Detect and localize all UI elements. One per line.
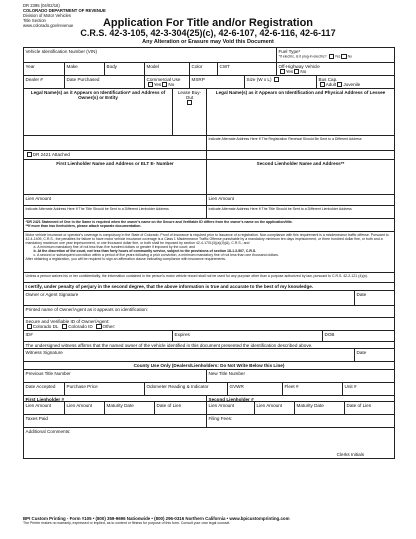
other-id-checkbox[interactable]	[96, 324, 101, 329]
privacy-row	[23, 272, 395, 282]
first-lh-date-label: Date of Lien	[156, 402, 182, 408]
vin-row	[23, 47, 395, 62]
off-highway-field[interactable]	[277, 63, 395, 75]
owner-signature-label: Owner or Agent Signature	[25, 291, 79, 297]
form-title: Application For Title and/or Registration	[102, 17, 314, 29]
cwt-field[interactable]	[218, 63, 277, 75]
second-lh-amount-label-2: Lien Amount	[256, 402, 283, 408]
model-label: Model	[146, 63, 160, 69]
footer	[23, 516, 395, 525]
second-lh-date-label: Date of Lien	[346, 402, 372, 408]
commercial-yes-checkbox[interactable]	[148, 82, 153, 87]
division-name: Division of Motor Vehicles	[23, 13, 71, 18]
juvenile-checkbox[interactable]	[337, 82, 342, 87]
county-use-header: County Use Only (Dealers/Lienholders: Do Not Write Below this Line)	[23, 362, 395, 369]
size-label: Size (W x L)	[246, 76, 272, 82]
printer-credit: BPI Custom Printing - Form #105 • (800) 359-9696 Nationwide • (800) 296-0316 Northern California • www.bpicustomprinting.com	[23, 516, 290, 521]
new-title-field[interactable]	[207, 370, 395, 382]
fleet-field[interactable]	[283, 383, 343, 395]
second-lh-amount-field[interactable]	[255, 402, 295, 414]
colorado-id-checkbox[interactable]	[62, 324, 67, 329]
lease-buyout-label: Lease Buy-Out	[177, 89, 202, 100]
dr2421-row	[23, 150, 395, 159]
plugin-no-checkbox[interactable]	[341, 54, 346, 59]
previous-title-field[interactable]	[23, 370, 207, 382]
witness-date-label: Date	[356, 349, 367, 355]
purchase-price-label: Purchase Price	[66, 383, 98, 389]
second-lienholder-label: Second Lienholder Name and Address**	[256, 160, 345, 166]
unit-field[interactable]	[343, 383, 395, 395]
fleet-label: Fleet #	[284, 383, 299, 389]
adult-label: Adult	[325, 81, 337, 87]
fuel-type-field[interactable]	[277, 48, 395, 62]
msrp-label: MSRP	[191, 76, 205, 82]
lh-details-row	[23, 401, 395, 414]
second-title-alt-address-field[interactable]	[207, 206, 395, 218]
dealer-field[interactable]	[23, 76, 65, 88]
signature-row	[23, 290, 395, 305]
offhwy-no-label: No	[300, 68, 307, 74]
county-details-row	[23, 382, 395, 395]
secure-id-label: Secure and Verifiable ID of Owner/Agent:	[25, 318, 110, 324]
dr2421-note: *DR 2421 Statement of One in the Same is required when the owner's name on the Secure and Verifiable ID differs from the owner's name on the application/title.	[25, 220, 293, 224]
plugin-no-label: No	[347, 54, 353, 59]
owner-name-field[interactable]	[23, 89, 173, 135]
year-label: Year	[25, 63, 35, 69]
insurance-notice	[23, 232, 395, 272]
printer-disclaimer: The Printer makes no warranty, expressed or implied, as to content or fitness for purpose of this form. Consult your own legal counsel.	[23, 521, 231, 525]
plugin-yes-checkbox[interactable]	[329, 54, 334, 59]
off-highway-label: Off-Highway Vehicle	[278, 63, 320, 69]
date-accepted-label: Date Accepted	[25, 383, 56, 389]
lessee-name-field[interactable]	[207, 89, 395, 135]
dealer-label: Dealer #	[25, 76, 43, 82]
commercial-yes-label: Yes	[153, 81, 162, 87]
make-label: Make	[66, 63, 78, 69]
notes-block	[23, 219, 395, 231]
gvwr-label: GVWR	[229, 383, 244, 389]
size-checkbox[interactable]	[274, 77, 279, 82]
insurance-affirmation: After obtaining a registration, you will be required to sign an affirmation clause indicating compliance with insurance requirements.	[25, 257, 227, 261]
section-name: Title Section	[23, 18, 46, 23]
clerks-initials-label: Clerks Initials	[336, 451, 364, 457]
id-details-row	[23, 330, 395, 341]
first-lienholder-field[interactable]	[23, 160, 207, 194]
privacy-notice: Unless a person waives his or her confidentiality, the information contained in the person's motor vehicle record shall not be used for any purpose other than a purpose authorized by law, pursuant to C.R.S. 42-2-121 (4)(a).	[23, 273, 395, 282]
odometer-field[interactable]	[145, 383, 228, 395]
id-expires-field[interactable]	[173, 331, 323, 341]
date-purchased-label: Date Purchased	[66, 76, 100, 82]
statutes: C.R.S. 42-3-105, 42-3-304(25)(c), 42-6-107, 42-6-116, 42-6-117	[80, 28, 336, 38]
perjury-statement: I certify, under penalty of perjury in the second degree, that the above information is true and accurate to the best of my knowledge.	[23, 283, 395, 290]
secure-id-row	[23, 317, 395, 330]
vin-field[interactable]	[23, 48, 277, 62]
second-lh-maturity-label: Maturity Date	[296, 402, 324, 408]
commercial-use-field[interactable]	[145, 76, 190, 88]
adult-checkbox[interactable]	[320, 82, 325, 87]
id-expires-label: Expires	[174, 331, 190, 337]
insurance-row	[23, 231, 395, 272]
form-code: DR 2395 (04/02/16)	[23, 3, 60, 8]
previous-title-label: Previous Title Number	[25, 370, 71, 376]
purchase-price-field[interactable]	[65, 383, 145, 395]
first-lien-amount-field[interactable]	[23, 195, 207, 205]
juvenile-label: Juvenile	[343, 81, 361, 87]
taxes-paid-field[interactable]	[23, 415, 207, 427]
witness-affirmation: The undersigned witness affirms that the named owner of the vehicle identified in this document presented the identification described above.	[23, 342, 395, 348]
website: www.colorado.gov/revenue	[23, 23, 74, 28]
first-lienholder-label: First Lienholder Name and Address or ELT E- Number	[56, 160, 174, 166]
first-lh-amount-label-2: Lien Amount	[66, 402, 93, 408]
printed-name-label: Printed name of Owner/Agent as it appears on identification:	[25, 306, 149, 312]
secure-id-field	[23, 318, 395, 330]
id-number-label: ID#	[25, 331, 33, 337]
second-lien-amount-label: Lien Amount	[208, 195, 235, 201]
model-field[interactable]	[145, 63, 190, 75]
color-label: Color	[191, 63, 203, 69]
second-lh-header: Second Lienholder #	[207, 396, 395, 401]
county-header-row	[23, 361, 395, 369]
title-alt-address-row	[23, 205, 395, 218]
printed-name-field[interactable]	[23, 306, 395, 317]
first-lh-header: First Lienholder #	[23, 396, 207, 401]
body-field[interactable]	[105, 63, 145, 75]
second-title-alt-address-label: Indicate Alternate Address Here If The Title Should be Sent to a Different Lienholder Address	[208, 206, 352, 211]
signature-date-field[interactable]	[355, 291, 395, 305]
second-lh-number-field[interactable]	[207, 402, 255, 414]
alteration-warning: Any Alteration or Erasure may Void this Document	[142, 39, 274, 45]
size-field[interactable]	[245, 76, 317, 88]
first-title-alt-address-field[interactable]	[23, 206, 207, 218]
printed-name-row	[23, 305, 395, 317]
offhwy-yes-checkbox[interactable]	[280, 69, 285, 74]
insurance-item-c: c. A second or subsequent conviction within a period of five years following a prior conviction, a minimum mandatory fine of not less than one thousand dollars.	[33, 253, 279, 257]
other-id-label: Other:	[102, 323, 116, 329]
witness-signature-field[interactable]	[23, 349, 355, 361]
department-name: COLORADO DEPARTMENT OF REVENUE	[23, 8, 106, 13]
additional-comments-label: Additional Comments:	[25, 428, 71, 434]
first-lien-amount-label: Lien Amount	[25, 195, 52, 201]
vehicle-row	[23, 62, 395, 75]
taxes-paid-label: Taxes Paid	[25, 415, 48, 421]
additional-comments-field[interactable]	[23, 428, 395, 458]
first-lh-amount-field[interactable]	[65, 402, 105, 414]
lienholder-row	[23, 159, 395, 194]
second-lien-amount-field[interactable]	[207, 195, 395, 205]
lessee-extra-field[interactable]	[207, 151, 395, 159]
renewal-address-row	[23, 135, 395, 150]
id-number-field[interactable]	[23, 331, 173, 341]
witness-row	[23, 348, 395, 361]
plugin-yes-label: Yes	[334, 54, 341, 59]
witness-date-field[interactable]	[355, 349, 395, 361]
owner-address-field[interactable]	[23, 136, 207, 150]
filing-fees-field[interactable]	[207, 415, 395, 427]
insurance-item-b: b. At the discretion of the court, not less than forty hours of community service, subject to the provisions of section 18-1.3-507, C.R.S.	[33, 249, 257, 253]
lien-amount-row	[23, 194, 395, 205]
fees-row	[23, 414, 395, 427]
make-field[interactable]	[65, 63, 105, 75]
insurance-text: Motor vehicle insurance or operator's coverage is compulsory in the State of Colorado. Proof of insurance is required prior to issuance of a registration. Non-compliance with this requirement is a misdemeanor traffic offense. Pursuant to 42-4-1409, C.R.S., the penalties for failure to have motor vehicle insurance coverage is a Class 1 Misdemeanor Traffic Offense punishable by a mandatory minimum ten days imprisonment, or three hundred dollar fine, or both and a mandatory maximum one year imprisonment, or one thousand dollar fine, or both shall be imposed by section 42-4-1701(3)(a)(II)(A), C.R.S.; and	[25, 233, 389, 245]
lease-buyout-checkbox[interactable]	[187, 100, 192, 105]
second-lh-maturity-field[interactable]	[295, 402, 345, 414]
colorado-dl-checkbox[interactable]	[27, 324, 32, 329]
witness-signature-label: Witness Signature	[25, 349, 63, 355]
vin-label: Vehicle Identification Number (VIN)	[25, 48, 97, 54]
unit-label: Unit #	[344, 383, 357, 389]
commercial-use-label: Commercial Use	[146, 76, 181, 82]
owner-name-label: Legal Name(s) as it Appears on Identification* and Address of Owner(s) or Entity	[30, 89, 166, 100]
color-field[interactable]	[190, 63, 218, 75]
dob-label: DOB	[324, 331, 335, 337]
second-lh-date-field[interactable]	[345, 402, 395, 414]
comments-row	[23, 427, 395, 459]
commercial-no-label: No	[168, 81, 175, 87]
dr2421-field[interactable]	[23, 151, 207, 159]
lease-buyout-field[interactable]	[173, 89, 207, 135]
lessee-name-label: Legal Name(s) as it Appears on Identification and Physical Address of Lessee	[215, 89, 386, 95]
second-lh-amount-label: Lien Amount	[208, 402, 235, 408]
first-lh-maturity-label: Maturity Date	[106, 402, 134, 408]
commercial-no-checkbox[interactable]	[162, 82, 167, 87]
date-purchased-field[interactable]	[65, 76, 145, 88]
colorado-id-label: Colorado ID	[68, 323, 93, 329]
lh-header-row	[23, 395, 395, 401]
first-title-alt-address-label: Indicate Alternate Address Here If The Title Should be Sent to a Different Lienholder Address	[25, 206, 169, 211]
witness-affirm-row	[23, 341, 395, 348]
new-title-label: New Title Number	[208, 370, 246, 376]
fuel-type-label: Fuel Type*	[278, 48, 301, 54]
bus-cap-label: Bus Cap.	[318, 76, 338, 82]
notes-row	[23, 218, 395, 231]
filing-fees-label: Filing Fees:	[208, 415, 233, 421]
application-form	[23, 47, 395, 459]
signature-date-label: Date	[356, 291, 367, 297]
plugin-question: *If electric, is it plug-in electric?	[278, 54, 327, 59]
first-lh-maturity-field[interactable]	[105, 402, 155, 414]
more-lienholders-note: **If more than two lienholders, please attach separate documentation.	[25, 224, 142, 228]
title-number-row	[23, 369, 395, 382]
renewal-alt-address-label: Indicate Alternate Address Here If The Registration Renewal Should Be Sent to a Different Address	[208, 136, 362, 141]
dealer-row	[23, 75, 395, 88]
offhwy-yes-label: Yes	[285, 68, 294, 74]
msrp-field[interactable]	[190, 76, 245, 88]
owner-row	[23, 88, 395, 135]
first-lh-number-field[interactable]	[23, 402, 65, 414]
second-lienholder-field[interactable]	[207, 160, 395, 194]
first-lh-date-field[interactable]	[155, 402, 207, 414]
odometer-label: Odometer Reading & Indicator	[146, 383, 209, 389]
body-label: Body	[106, 63, 117, 69]
first-lh-amount-label: Lien Amount	[25, 402, 52, 408]
dob-field[interactable]	[323, 331, 395, 341]
dr2421-label: DR 2421 Attached	[32, 151, 70, 157]
gvwr-field[interactable]	[228, 383, 283, 395]
offhwy-no-checkbox[interactable]	[294, 69, 299, 74]
cwt-label: CWT	[219, 63, 230, 69]
year-field[interactable]	[23, 63, 65, 75]
dr2421-checkbox[interactable]	[27, 152, 32, 157]
owner-signature-field[interactable]	[23, 291, 355, 305]
perjury-row	[23, 282, 395, 290]
date-accepted-field[interactable]	[23, 383, 65, 395]
bus-cap-field[interactable]	[317, 76, 395, 88]
colorado-dl-label: Colorado DL	[32, 323, 59, 329]
renewal-alt-address-field[interactable]	[207, 136, 395, 150]
insurance-item-a: a. A minimum mandatory fine of not less than five hundred dollars or greater if imposed by the court; and	[33, 245, 195, 249]
